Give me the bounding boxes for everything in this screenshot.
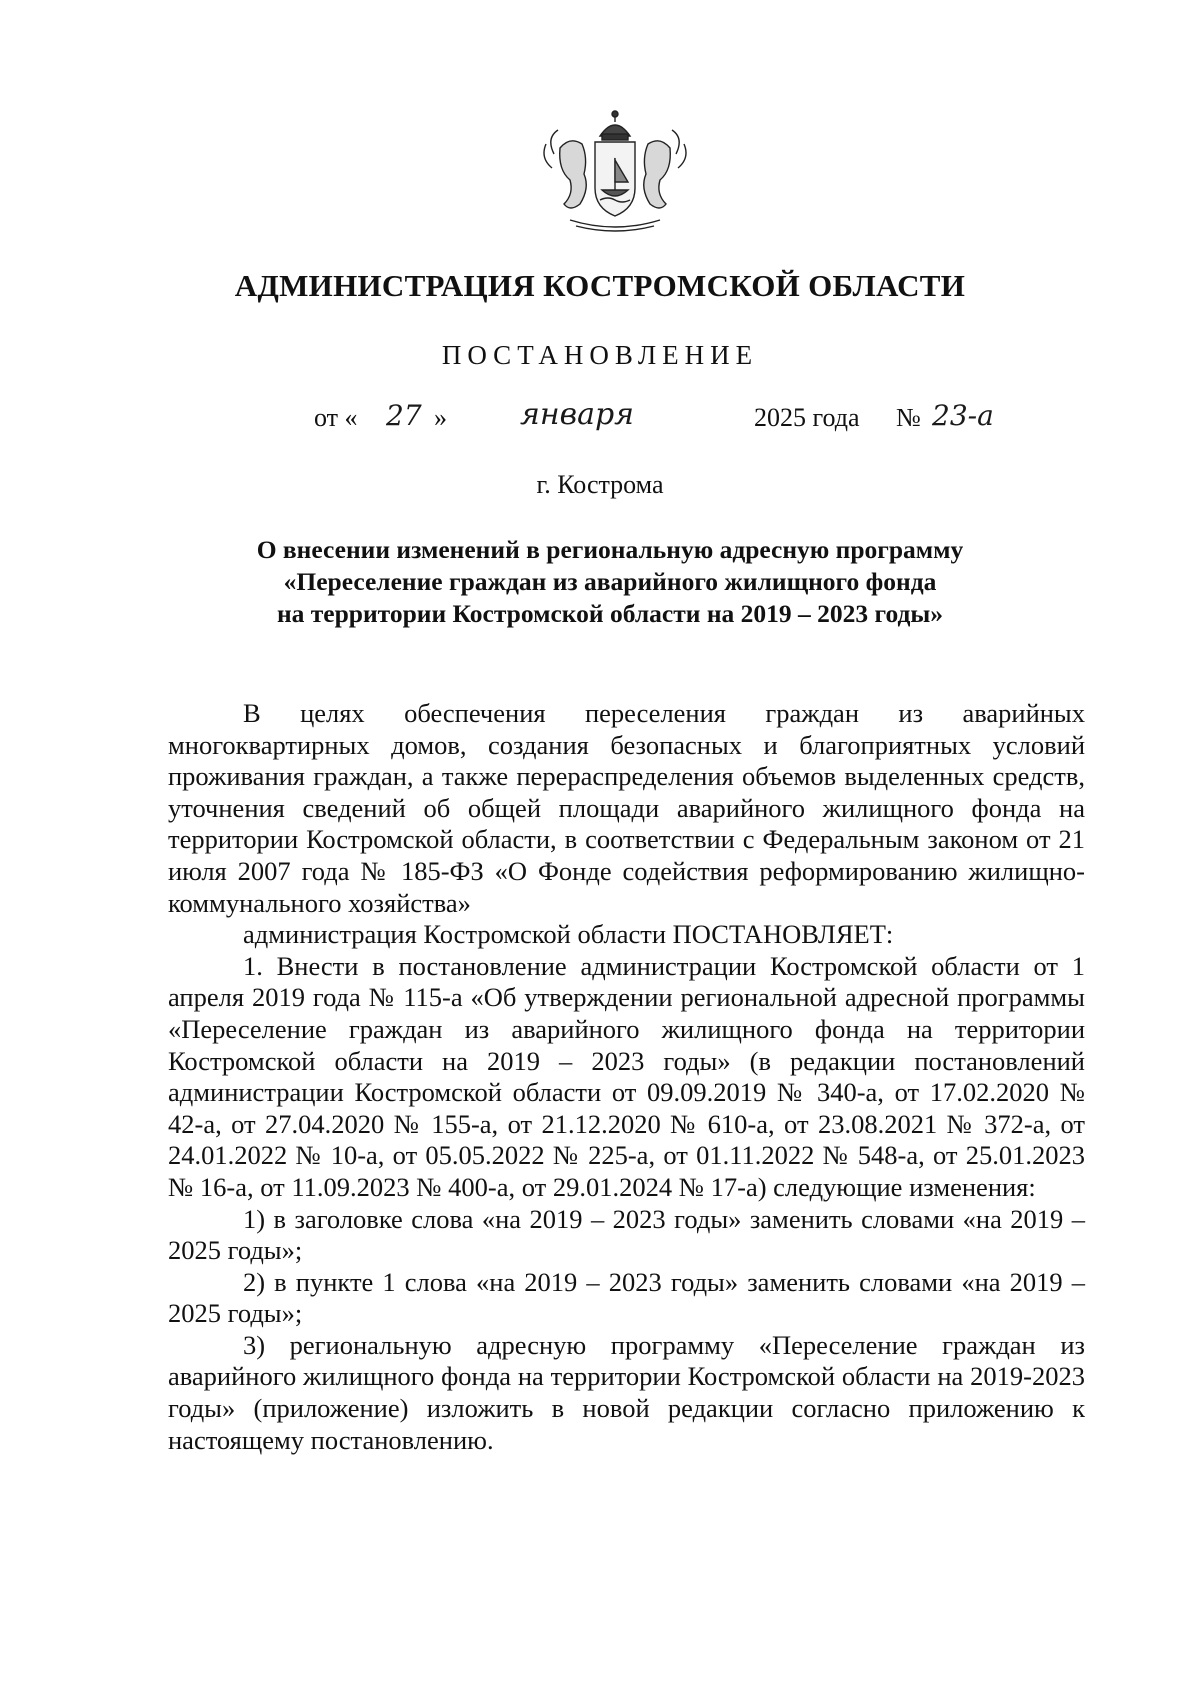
- document-date-number: [0, 397, 1200, 443]
- date-month: января: [520, 397, 635, 432]
- document-type: ПОСТАНОВЛЕНИЕ: [441, 340, 759, 370]
- document-body: [168, 698, 1085, 1456]
- document-number: 23-а: [932, 399, 994, 432]
- document-subject: [160, 534, 1060, 630]
- body-paragraph: 1. Внести в постановление администрации Костромской области от 1 апреля 2019 года № 115-а «Об утверждении региональной адресной программы «Переселение граждан из аварийного жилищного фонда на территории Костромской области на 2019 – 2023 годы» (в редакции постановлений администрации Костромской области от 09.09.2019 № 340-а, от 17.02.2020 № 42-а, от 27.04.2020 № 155-а, от 21.12.2020 № 610-а, от 23.08.2021 № 372-а, от 24.01.2022 № 10-а, от 05.05.2022 № 225-а, от 01.11.2022 № 548-а, от 25.01.2023 № 16-а, от 11.09.2023 № 400-а, от 29.01.2024 № 17-а) следующие изменения:: [168, 950, 1085, 1202]
- city-line: г. Кострома: [536, 470, 664, 499]
- organization-title: АДМИНИСТРАЦИЯ КОСТРОМСКОЙ ОБЛАСТИ: [234, 268, 966, 303]
- body-paragraph: В целях обеспечения переселения граждан из аварийных многоквартирных домов, создания безопасных и благоприятных условий проживания граждан, а также перераспределения объемов выделенных средств, уточнения сведений об общей площади аварийного жилищного фонда на территории Костромской области, в соответствии с Федеральным законом от 21 июля 2007 года № 185-ФЗ «О Фонде содействия реформированию жилищно-коммунального хозяйства»: [168, 698, 1085, 918]
- body-paragraph: 2) в пункте 1 слова «на 2019 – 2023 годы» заменить словами «на 2019 – 2025 годы»;: [168, 1266, 1085, 1329]
- date-year: 2025 года: [754, 403, 860, 432]
- coat-of-arms-icon: [540, 108, 690, 236]
- number-sign: №: [896, 403, 921, 432]
- body-paragraph: 1) в заголовке слова «на 2019 – 2023 годы» заменить словами «на 2019 – 2025 годы»;: [168, 1203, 1085, 1266]
- body-paragraph: 3) региональную адресную программу «Переселение граждан из аварийного жилищного фонда на территории Костромской области на 2019-2023 годы» (приложение) изложить в новой редакции согласно приложению к настоящему постановлению.: [168, 1329, 1085, 1455]
- subject-line: «Переселение граждан из аварийного жилищного фонда: [283, 567, 937, 596]
- subject-line: на территории Костромской области на 2019 – 2023 годы»: [276, 599, 944, 628]
- subject-line: О внесении изменений в региональную адресную программу: [256, 535, 964, 564]
- body-paragraph: администрация Костромской области ПОСТАНОВЛЯЕТ:: [243, 919, 894, 950]
- date-day: 27: [386, 399, 422, 432]
- date-prefix: от «: [314, 403, 358, 432]
- date-close: »: [434, 403, 447, 432]
